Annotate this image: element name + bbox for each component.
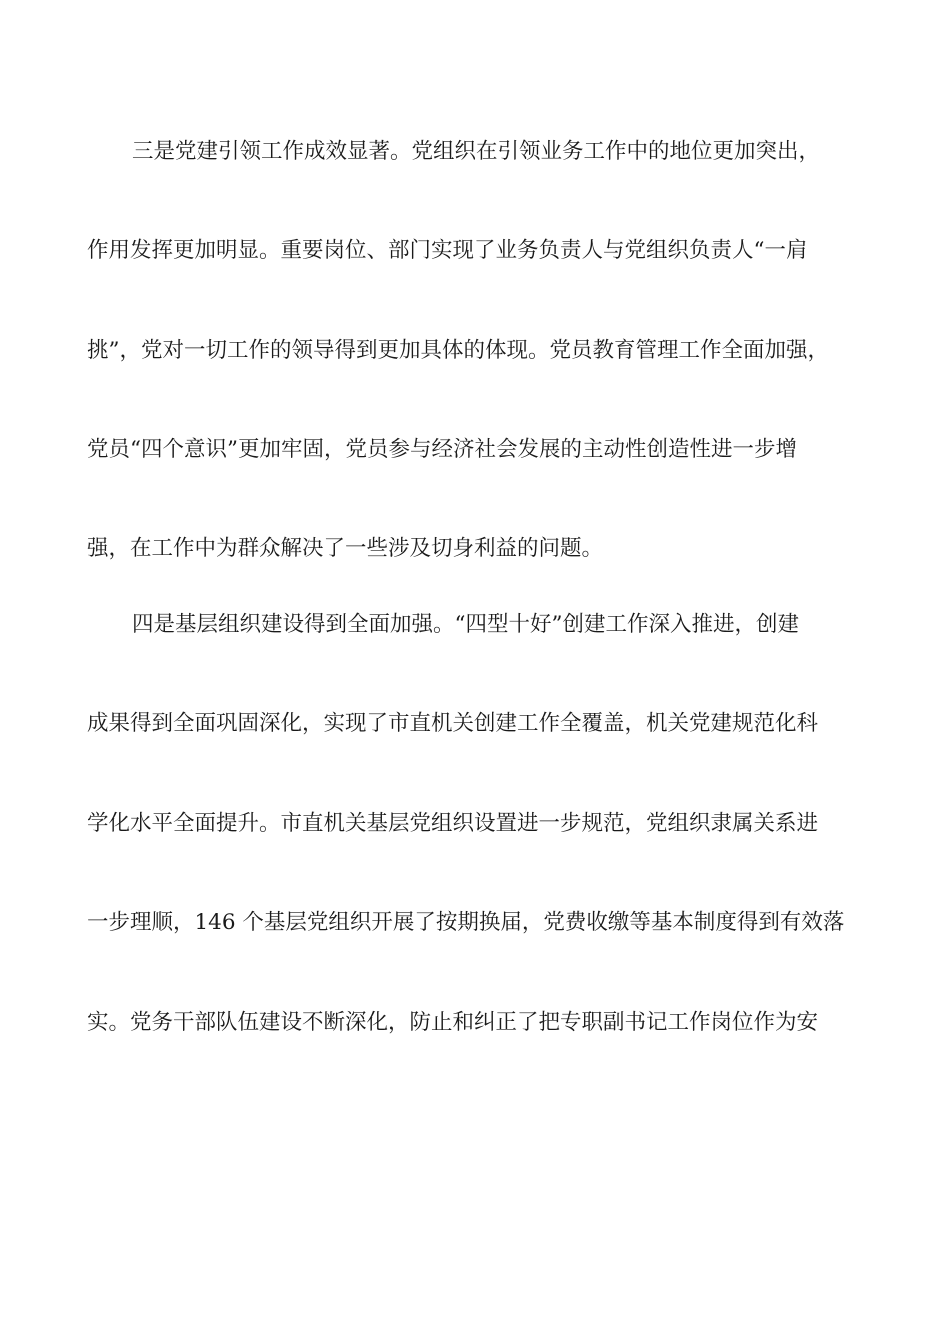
text-line: 作用发挥更加明显。重要岗位、部门实现了业务负责人与党组织负责人“一肩 bbox=[87, 238, 808, 263]
text-line: 实。党务干部队伍建设不断深化，防止和纠正了把专职副书记工作岗位作为安 bbox=[87, 1010, 819, 1035]
text-line: 成果得到全面巩固深化，实现了市直机关创建工作全覆盖，机关党建规范化科 bbox=[87, 711, 819, 736]
text-line: 一步理顺，146 个基层党组织开展了按期换届，党费收缴等基本制度得到有效落 bbox=[87, 910, 845, 935]
text-line: 党员“四个意识”更加牢固，党员参与经济社会发展的主动性创造性进一步增 bbox=[87, 437, 797, 462]
text-line: 学化水平全面提升。市直机关基层党组织设置进一步规范，党组织隶属关系进 bbox=[87, 811, 819, 836]
text-line: 四是基层组织建设得到全面加强。“四型十好”创建工作深入推进，创建 bbox=[132, 612, 799, 637]
text-line: 强，在工作中为群众解决了一些涉及切身利益的问题。 bbox=[87, 536, 604, 561]
text-line: 三是党建引领工作成效显著。党组织在引领业务工作中的地位更加突出， bbox=[132, 139, 821, 164]
text-line: 挑”，党对一切工作的领导得到更加具体的体现。党员教育管理工作全面加强， bbox=[87, 338, 829, 363]
